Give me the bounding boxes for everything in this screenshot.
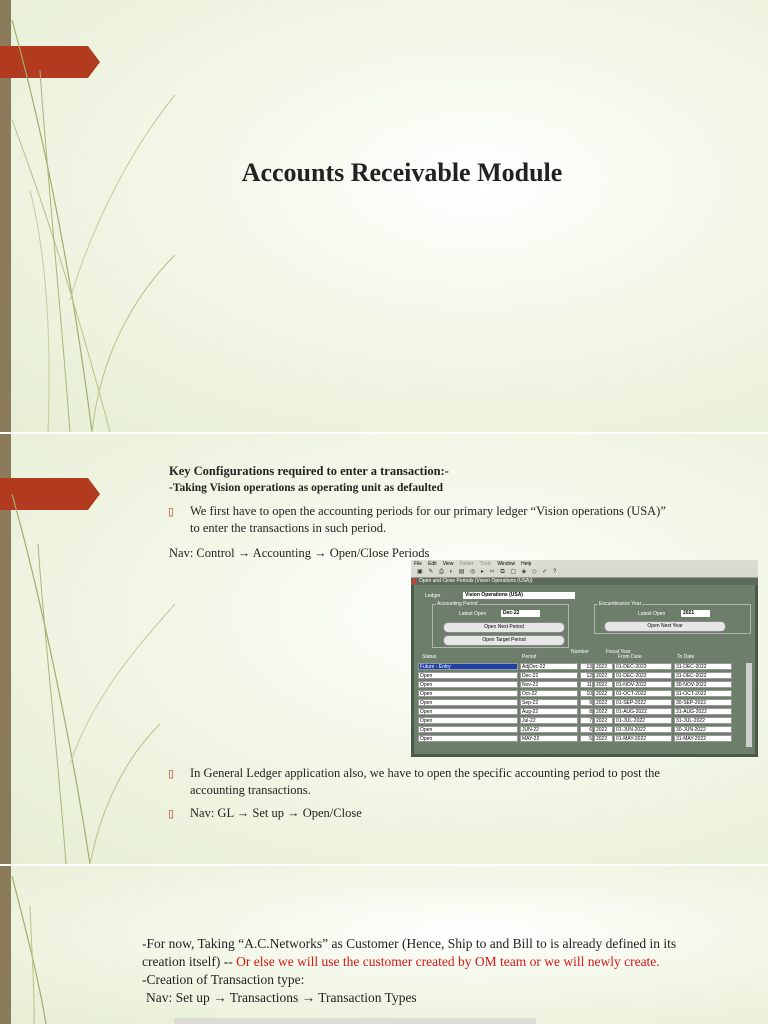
menu-item-folder[interactable]: Folder [459,561,474,567]
bullet-icon: ▯ [168,808,175,820]
ledger-label: Ledger [425,593,441,599]
latest-open-year-field[interactable]: 2021 [681,610,710,617]
column-header-from-date: From Date [618,654,642,660]
open-next-year-button[interactable]: Open Next Year [604,621,726,632]
menu-item-edit[interactable]: Edit [428,561,437,567]
bullet-text: We first have to open the accounting periods for our primary ledger “Vision operations (USA)” [190,504,666,518]
table-row[interactable]: Open Dec-22 12 2022 01-DEC-2022 31-DEC-2022 [418,672,749,680]
table-row[interactable]: Open JUN-22 6 2022 01-JUN-2022 30-JUN-2022 [418,726,749,734]
bullet-text: accounting transactions. [190,783,311,797]
slide3-line: -Creation of Transaction type: [142,972,305,987]
form-titlebar: Open and Close Periods (Vision Operations (USA)) [411,578,758,585]
slide3-line: -For now, Taking “A.C.Networks” as Customer (Hence, Ship to and Bill to is already defined in its [142,936,677,951]
slide3-line: creation itself) -- Or else we will use the customer created by OM team or we will newly create. [142,954,660,969]
menu-item-help[interactable]: Help [521,561,532,567]
slide-1 [0,0,768,432]
encumbrance-year-label: Encumbrance Year [599,601,642,607]
menu-item-tools[interactable]: Tools [479,561,492,567]
oracle-window-screenshot [411,560,758,757]
fiscal-year-label: Fiscal Year [606,649,631,655]
section-subheading: -Taking Vision operations as operating unit as defaulted [169,482,444,494]
oracle-menubar [411,560,758,568]
nav-path-text: Nav: GL → Set up → Open/Close [190,806,362,820]
oracle-toolbar: ▣ ✎ ⎙ ◐ ▤ ◎ ▸ ✂ ⧉ ▢ ◈ ◇ ✓ ? [411,568,758,578]
menu-item-file[interactable]: File [414,561,423,567]
form-close-icon[interactable] [412,579,417,584]
table-row[interactable]: Future - Entry AdjDec-22 13 2022 01-DEC-2022 31-DEC-2022 [418,663,749,671]
menu-item-window[interactable]: Window [497,561,516,567]
table-row[interactable]: Open MAY-22 5 2022 01-MAY-2022 31-MAY-2022 [418,735,749,743]
slide-left-bar [0,866,11,1024]
section-heading: Key Configurations required to enter a transaction:- [169,464,449,478]
leaf-decoration [0,866,120,1024]
red-note-text: Or else we will use the customer created by OM team or we will newly create. [236,954,660,969]
table-row[interactable]: Open Nov-22 11 2022 01-NOV-2022 30-NOV-2022 [418,681,749,689]
oracle-window-screenshot-partial [174,1018,536,1024]
slide-2 [0,434,768,864]
form-panel [414,585,755,754]
column-header-to-date: To Date [677,654,695,660]
column-header-status: Status [422,654,437,660]
table-row[interactable]: Open Jul-22 7 2022 01-JUL-2022 31-JUL-2022 [418,717,749,725]
accounting-period-label: Accounting Period [437,601,478,607]
bullet-icon: ▯ [168,768,175,780]
ledger-field[interactable]: Vision Operations (USA) [463,592,575,599]
column-header-period: Period [522,654,537,660]
table-row[interactable]: Open Sep-22 9 2022 01-SEP-2022 30-SEP-2022 [418,699,749,707]
nav-path-text: Nav: Control → Accounting → Open/Close Periods [169,546,430,560]
slide-marker-tab [0,46,100,78]
number-label: Number [571,649,589,655]
bullet-icon: ▯ [168,506,175,518]
slide-marker-tab [0,478,100,510]
latest-open-label: Latest Open [459,611,487,617]
open-target-period-button[interactable]: Open Target Period [443,635,565,646]
table-row[interactable]: Open Aug-22 8 2022 01-AUG-2022 31-AUG-2022 [418,708,749,716]
slide-title: Accounts Receivable Module [241,158,563,187]
table-scrollbar[interactable] [746,663,752,747]
bullet-text: In General Ledger application also, we have to open the specific accounting period to post the [190,766,660,780]
bullet-text: to enter the transactions in such period. [190,521,387,535]
latest-open-period-field[interactable]: Dec-22 [501,610,540,617]
open-next-period-button[interactable]: Open Next Period [443,622,565,633]
slide-3 [0,866,768,1024]
latest-open-year-label: Latest Open [638,611,666,617]
table-row[interactable]: Open Oct-22 10 2022 01-OCT-2022 31-OCT-2022 [418,690,749,698]
menu-item-view[interactable]: View [442,561,454,567]
nav-path-text: Nav: Set up → Transactions → Transaction Types [146,990,417,1005]
